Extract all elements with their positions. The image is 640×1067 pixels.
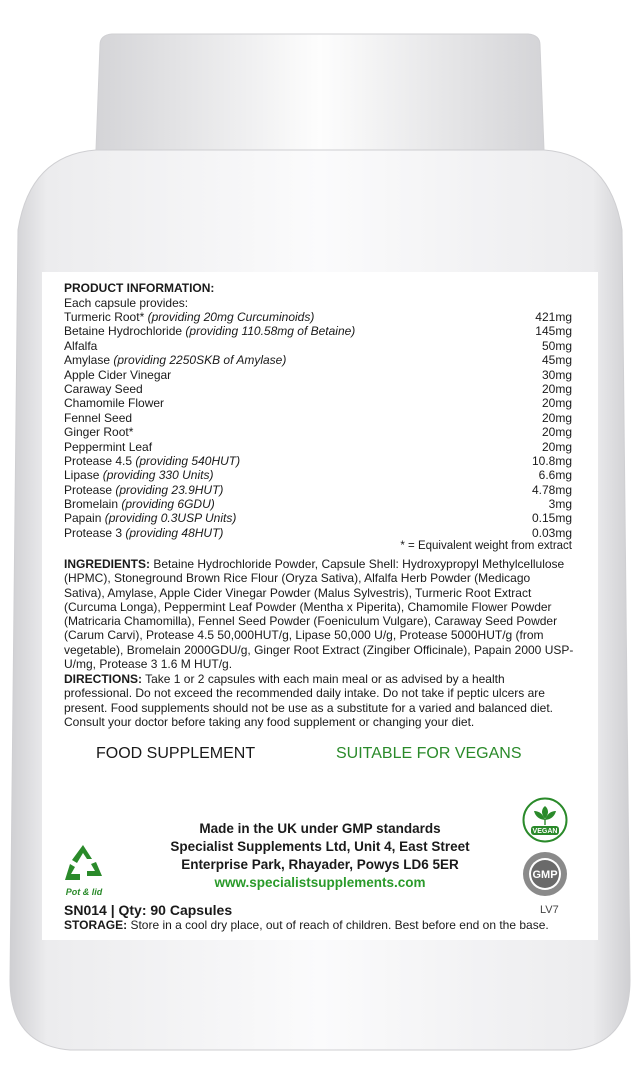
recycle-icon <box>62 842 104 888</box>
ingredient-amount: 20mg <box>541 410 572 425</box>
ingredient-name: Alfalfa <box>64 338 98 353</box>
table-row <box>64 511 572 525</box>
ingredients-text: Betaine Hydrochloride Powder, Capsule Shell: Hydroxypropyl Methylcellulose (HPMC), Stoneground Brown Rice Flour (Oryza Sativa), Alfalfa Herb Powder (Medicago Sativa), Amylase, Apple Cider Vinegar Powder (Malus Sylvestris), Turmeric Root Extract (Curcuma Longa), Peppermint Leaf Powder (Mentha x Piperita), Chamomile Flower Powder (Matricaria Chamomilla), Fennel Seed Powder (Foeniculum Vulgare), Caraway Seed Powder (Carum Carvi), Protease 4.5 50,000HUT/g, Lipase 50,000 U/g, Protease 5000HUT/g (from vegetable), Bromelain 2000GDU/g, Ginger Root Extract (Zingiber Officinale), Papain 2000 USP-U/mg, Protease 3 1.6 M HUT/g. <box>64 557 574 672</box>
gmp-badge <box>522 851 568 897</box>
ingredients-label: INGREDIENTS: <box>64 557 151 571</box>
ingredient-amount: 6.6mg <box>538 468 572 483</box>
ingredient-name: Protease 4.5 <box>64 453 133 468</box>
website-link[interactable]: www.specialistsupplements.com <box>214 875 426 890</box>
directions-paragraph <box>64 672 574 729</box>
ingredient-name: Apple Cider Vinegar <box>64 367 172 382</box>
product-info-heading: PRODUCT INFORMATION: <box>64 281 215 295</box>
ingredient-note: (providing 330 Units) <box>102 468 214 483</box>
ingredient-amount: 145mg <box>535 324 572 339</box>
table-row <box>64 324 572 338</box>
ingredient-name: Protease 3 <box>64 525 123 540</box>
table-row <box>64 425 572 439</box>
manufacturer-line3: Enterprise Park, Rhayader, Powys LD6 5ER <box>181 857 459 872</box>
table-row <box>64 310 572 324</box>
ingredient-amount: 20mg <box>541 439 572 454</box>
product-info-subheading: Each capsule provides: <box>64 296 189 310</box>
ingredient-note: (providing 0.3USP Units) <box>104 511 237 526</box>
ingredient-amount: 50mg <box>541 338 572 353</box>
nutrition-table <box>64 310 572 540</box>
table-row <box>64 353 572 367</box>
vegan-badge <box>522 797 568 843</box>
ingredient-amount: 10.8mg <box>531 453 572 468</box>
table-row <box>64 440 572 454</box>
ingredient-name: Protease <box>64 482 113 497</box>
ingredient-amount: 4.78mg <box>531 482 572 497</box>
ingredient-amount: 0.03mg <box>531 525 572 540</box>
table-row <box>64 497 572 511</box>
table-row <box>64 526 572 540</box>
ingredient-amount: 3mg <box>548 497 572 512</box>
ingredient-name: Lipase <box>64 468 100 483</box>
equivalent-footnote: * = Equivalent weight from extract <box>400 540 572 552</box>
ingredient-name: Betaine Hydrochloride <box>64 324 183 339</box>
table-row <box>64 396 572 410</box>
ingredient-note: (providing 23.9HUT) <box>115 482 224 497</box>
ingredient-name: Ginger Root* <box>64 425 134 440</box>
ingredients-paragraph <box>64 557 574 671</box>
table-row <box>64 468 572 482</box>
table-row <box>64 339 572 353</box>
ingredient-amount: 20mg <box>541 381 572 396</box>
ingredient-name: Turmeric Root* <box>64 310 145 324</box>
ingredient-amount: 0.15mg <box>531 511 572 526</box>
lot-code: LV7 <box>540 904 559 916</box>
ingredient-note: (providing 2250SKB of Amylase) <box>113 353 287 368</box>
ingredient-name: Amylase <box>64 353 111 368</box>
table-row <box>64 382 572 396</box>
ingredient-name: Peppermint Leaf <box>64 439 153 454</box>
storage-label: STORAGE: <box>64 918 128 932</box>
ingredient-name: Papain <box>64 511 102 526</box>
food-supplement-text: FOOD SUPPLEMENT <box>96 745 256 762</box>
gmp-badge-text: GMP <box>532 869 558 881</box>
product-code: SN014 | Qty: 90 Capsules <box>64 902 233 918</box>
storage-body: Store in a cool dry place, out of reach of children. Best before end on the base. <box>127 918 549 932</box>
ingredient-amount: 421mg <box>535 310 572 324</box>
ingredient-amount: 30mg <box>541 367 572 382</box>
ingredient-amount: 20mg <box>541 425 572 440</box>
table-row <box>64 411 572 425</box>
suitable-for-vegans-text: SUITABLE FOR VEGANS <box>336 745 522 762</box>
ingredient-note: (providing 48HUT) <box>125 525 224 540</box>
table-row <box>64 454 572 468</box>
manufacturer-line2: Specialist Supplements Ltd, Unit 4, East Street <box>170 839 470 854</box>
ingredient-name: Caraway Seed <box>64 381 143 396</box>
directions-label: DIRECTIONS: <box>64 672 142 686</box>
ingredient-name: Fennel Seed <box>64 410 133 425</box>
storage-text <box>64 918 549 932</box>
ingredient-note: (providing 6GDU) <box>121 497 215 512</box>
manufacturer-block <box>150 820 490 892</box>
recycle-caption: Pot & lid <box>65 887 103 897</box>
ingredient-name: Chamomile Flower <box>64 396 165 411</box>
ingredient-name: Bromelain <box>64 497 119 512</box>
ingredient-note: (providing 540HUT) <box>135 453 241 468</box>
ingredient-note: (providing 20mg Curcuminoids) <box>147 310 315 324</box>
table-row <box>64 368 572 382</box>
ingredient-amount: 45mg <box>541 353 572 368</box>
ingredient-note: (providing 110.58mg of Betaine) <box>185 324 356 339</box>
table-row <box>64 483 572 497</box>
directions-text: Take 1 or 2 capsules with each main meal or as advised by a health professional. Do not exceed the recommended daily intake. Do not take if peptic ulcers are present. Food supplements should not be use as a substitute for a varied and balanced diet. Consult your doctor before taking any food supplement or changing your diet. <box>64 672 553 729</box>
vegan-badge-text: VEGAN <box>532 828 558 835</box>
manufacturer-line1: Made in the UK under GMP standards <box>199 821 441 836</box>
ingredient-amount: 20mg <box>541 396 572 411</box>
